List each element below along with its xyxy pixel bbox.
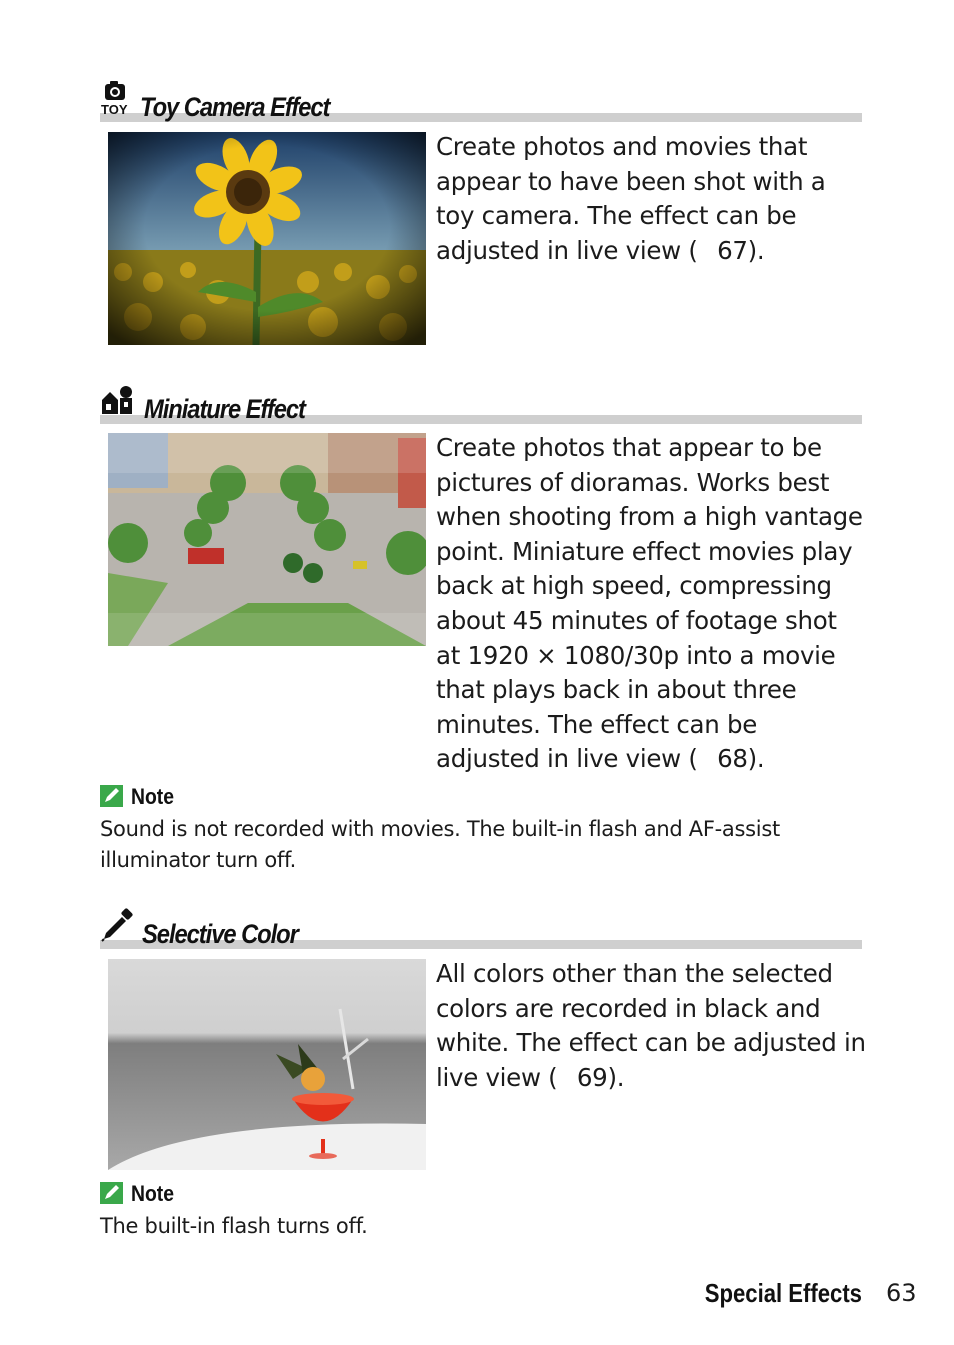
note-label: Note [131,784,175,809]
section-title: Toy Camera Effect [140,92,330,122]
toy-camera-sunflower-photo [108,132,426,345]
miniature-icon [100,382,134,418]
section-heading-toy-camera [100,78,862,122]
toy-camera-icon [100,80,134,116]
miniature-city-photo [108,433,426,646]
section-title: Selective Color [142,919,298,949]
pencil-note-icon [100,785,123,807]
selective-color-cocktail-photo [108,959,426,1170]
svg-text:TOY: TOY [101,102,128,116]
note-text: Sound is not recorded with movies. The built-in flash and AF-assist illuminator turn off. [100,817,780,872]
pencil-note-icon [100,1182,123,1204]
page-number: 63 [886,1279,917,1307]
note-text: The built-in flash turns off. [100,1214,368,1238]
section-description: All colors other than the selected colors are recorded in black and white. The effect can be adjusted in live view ( 69). [436,959,866,1092]
footer-chapter-label: Special Effects [704,1278,862,1308]
section-description: Create photos that appear to be pictures of dioramas. Works best when shooting from a high vantage point. Miniature effect movies play back at high speed, compressing about 45 minutes of footage shot at 1920 × 1080/30p into a movie that plays back in about three minutes. The effect can be adjusted in live view ( 68). [436,433,863,774]
section-heading-miniature [100,380,862,424]
note-label: Note [131,1181,175,1206]
eyedropper-icon [100,907,134,943]
section-title: Miniature Effect [144,394,305,424]
section-description: Create photos and movies that appear to have been shot with a toy camera. The effect can be adjusted in live view ( 67). [436,132,826,265]
section-heading-selective-color [100,905,862,949]
